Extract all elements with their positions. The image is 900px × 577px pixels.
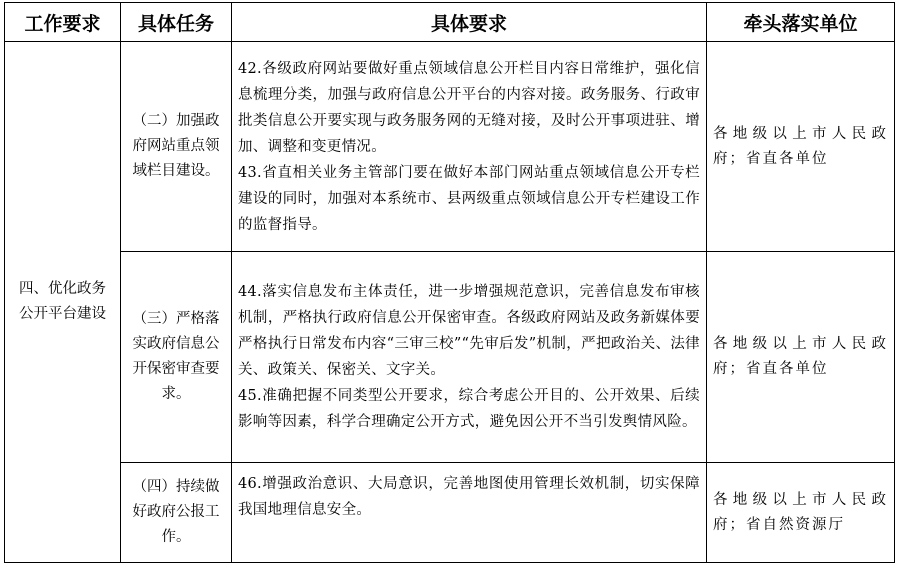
table-row xyxy=(5,252,895,463)
requirement-item: 45.准确把握不同类型公开要求，综合考虑公开目的、公开效果、后续影响等因素，科学合理确定公开方式，避免因公开不当引发舆情风险。 xyxy=(238,388,700,430)
header-specific-requirement: 具体要求 xyxy=(232,3,707,42)
table-header-row xyxy=(5,3,895,42)
work-requirement-cell: 四、优化政务公开平台建设 xyxy=(5,42,121,563)
task-cell: （四）持续做好政府公报工作。 xyxy=(121,463,232,563)
requirement-item: 42.各级政府网站要做好重点领域信息公开栏目内容日常维护，强化信息梳理分类，加强与政府信息公开平台的内容对接。政务服务、行政审批类信息公开要实现与政务服务网的无缝对接，及时公开事项进驻、增加、调整和变更情况。 xyxy=(238,60,700,155)
header-work-requirement: 工作要求 xyxy=(5,3,121,42)
lead-unit-cell: 各地级以上市人民政府；省直各单位 xyxy=(707,42,895,252)
lead-unit-cell: 各地级以上市人民政府；省直各单位 xyxy=(707,252,895,463)
requirement-item: 44.落实信息发布主体责任，进一步增强规范意识，完善信息发布审核机制，严格执行政府信息公开保密审查。各级政府网站及政务新媒体要严格执行日常发布内容“三审三校”“先审后发”机制，严把政治关、法律关、政策关、保密关、文字关。 xyxy=(238,284,700,378)
requirement-item: 43.省直相关业务主管部门要在做好本部门网站重点领域信息公开专栏建设的同时，加强对本系统市、县两级重点领域信息公开专栏建设工作的监督指导。 xyxy=(238,164,700,233)
table-row xyxy=(5,42,895,252)
requirement-detail-cell xyxy=(232,252,707,463)
lead-unit-cell: 各地级以上市人民政府；省自然资源厅 xyxy=(707,463,895,563)
requirements-table xyxy=(4,2,895,563)
header-specific-task: 具体任务 xyxy=(121,3,232,42)
table-row xyxy=(5,463,895,563)
requirement-detail-cell xyxy=(232,42,707,252)
task-cell: （三）严格落实政府信息公开保密审查要求。 xyxy=(121,252,232,463)
header-lead-unit: 牵头落实单位 xyxy=(707,3,895,42)
task-cell: （二）加强政府网站重点领域栏目建设。 xyxy=(121,42,232,252)
requirement-detail-cell xyxy=(232,463,707,563)
requirement-item: 46.增强政治意识、大局意识，完善地图使用管理长效机制，切实保障我国地理信息安全。 xyxy=(238,476,700,518)
